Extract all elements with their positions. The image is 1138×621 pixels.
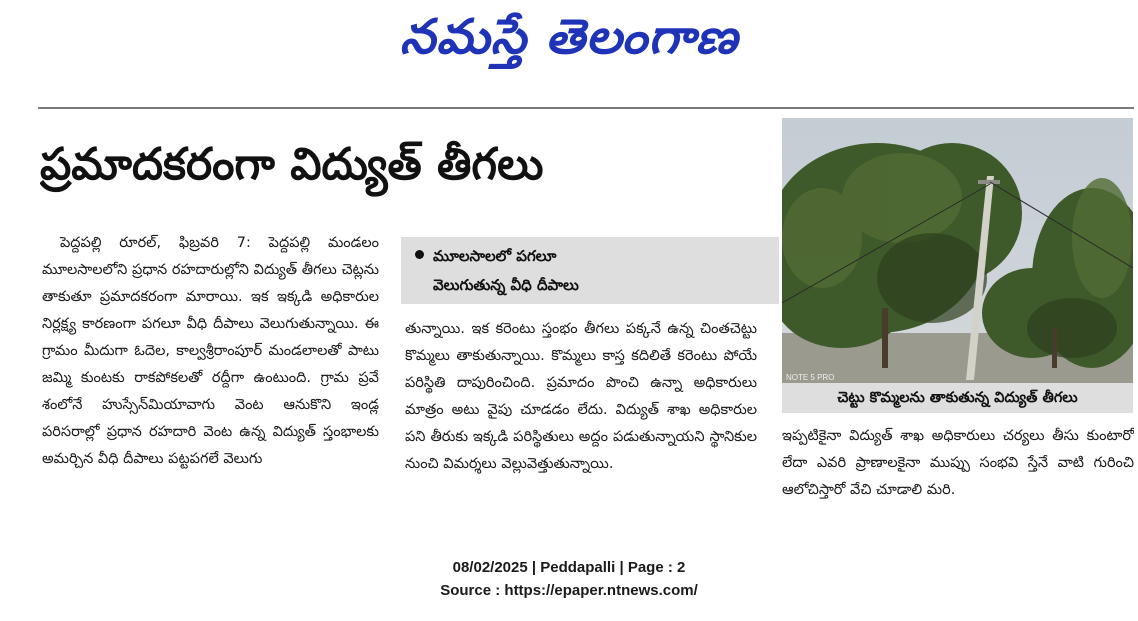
footer-date: 08/02/2025 (452, 559, 528, 576)
article-headline: ప్రమాదకరంగా విద్యుత్ తీగలు (40, 139, 544, 190)
footer-separator: | (531, 559, 537, 576)
callout-line-2: వెలుగుతున్న వీధి దీపాలు (433, 276, 579, 294)
masthead: నమస్తే తెలంగాణ (399, 9, 739, 65)
article-photo (782, 118, 1133, 383)
article-column-3 (782, 423, 1134, 513)
photo-caption: చెట్టు కొమ్మలను తాకుతున్న విద్యుత్ తీగలు (782, 383, 1133, 413)
footer-page: Page : 2 (627, 559, 686, 576)
masthead-divider (38, 107, 1134, 109)
callout-line-1 (415, 242, 769, 271)
footer-meta (0, 559, 1138, 576)
footer-edition: Peddapalli (540, 559, 616, 576)
article-column-1-text: పెద్దపల్లి రూరల్, ఫిబ్రవరి 7: పెద్దపల్లి మండలం మూలసాలలోని ప్రధాన రహదారుల్లోని విద్యుత్ తీగలు చెట్లను తాకుతూ ప్రమాదకరంగా మారాయి. ఇక ఇక్కడి అధికారుల నిర్లక్ష్య కారణంగా పగలూ వీధి దీపాలు వెలుగుతున్నాయి. ఈ గ్రామం మీదుగా ఓదెల, కాల్వశ్రీరాంపూర్ మండలాలతో పాటు జమ్మి కుంటకు రాకపోకలతో రద్దీగా ఉంటుంది. గ్రామ ప్రవే శంలోనే హుస్సేన్‌మియావాగు వెంట ఆనుకొని ఇండ్ల పరిసరాల్లో ప్రధాన రహదారి వెంట ఉన్న విద్యుత్ స్తంభాలకు అమర్చిన వీధి దీపాలు పట్టపగలే వెలుగు (42, 235, 379, 467)
article-column-3-text: ఇప్పటికైనా విద్యుత్ శాఖ అధికారులు చర్యలు తీసు కుంటారో లేదా ఎవరి ప్రాణాలకైనా ముప్పు సంభవి స్తేనే వాటి గురించి ఆలోచిస్తారో వేచి చూడాలి మరి. (782, 428, 1134, 498)
footer-source-text: Source : https://epaper.ntnews.com/ (440, 582, 698, 599)
footer-source (0, 582, 1138, 599)
photo-illustration (782, 118, 1133, 383)
callout-text-1: మూలసాలలో పగలూ (433, 247, 557, 265)
callout-box (401, 237, 779, 304)
bullet-icon (415, 250, 424, 259)
footer-separator: | (619, 559, 624, 576)
photo-watermark: NOTE 5 PRO (786, 373, 835, 382)
article-column-2 (405, 316, 757, 516)
article-column-1 (42, 230, 379, 520)
article-column-2-text: తున్నాయి. ఇక కరెంటు స్తంభం తీగలు పక్కనే ఉన్న చింతచెట్టు కొమ్మలు తాకుతున్నాయి. కొమ్మలు కాస్త కదిలితే కరెంటు పోయే పరిస్థితి దాపురించింది. ప్రమాదం పొంచి ఉన్నా అధికారులు మాత్రం అటు వైపు చూడడం లేదు. విద్యుత్ శాఖ అధికారుల పని తీరుకు ఇక్కడి పరిస్థితులు అద్దం పడుతున్నాయని స్థానికుల నుంచి విమర్శలు వెల్లువెత్తుతున్నాయి. (405, 321, 757, 472)
